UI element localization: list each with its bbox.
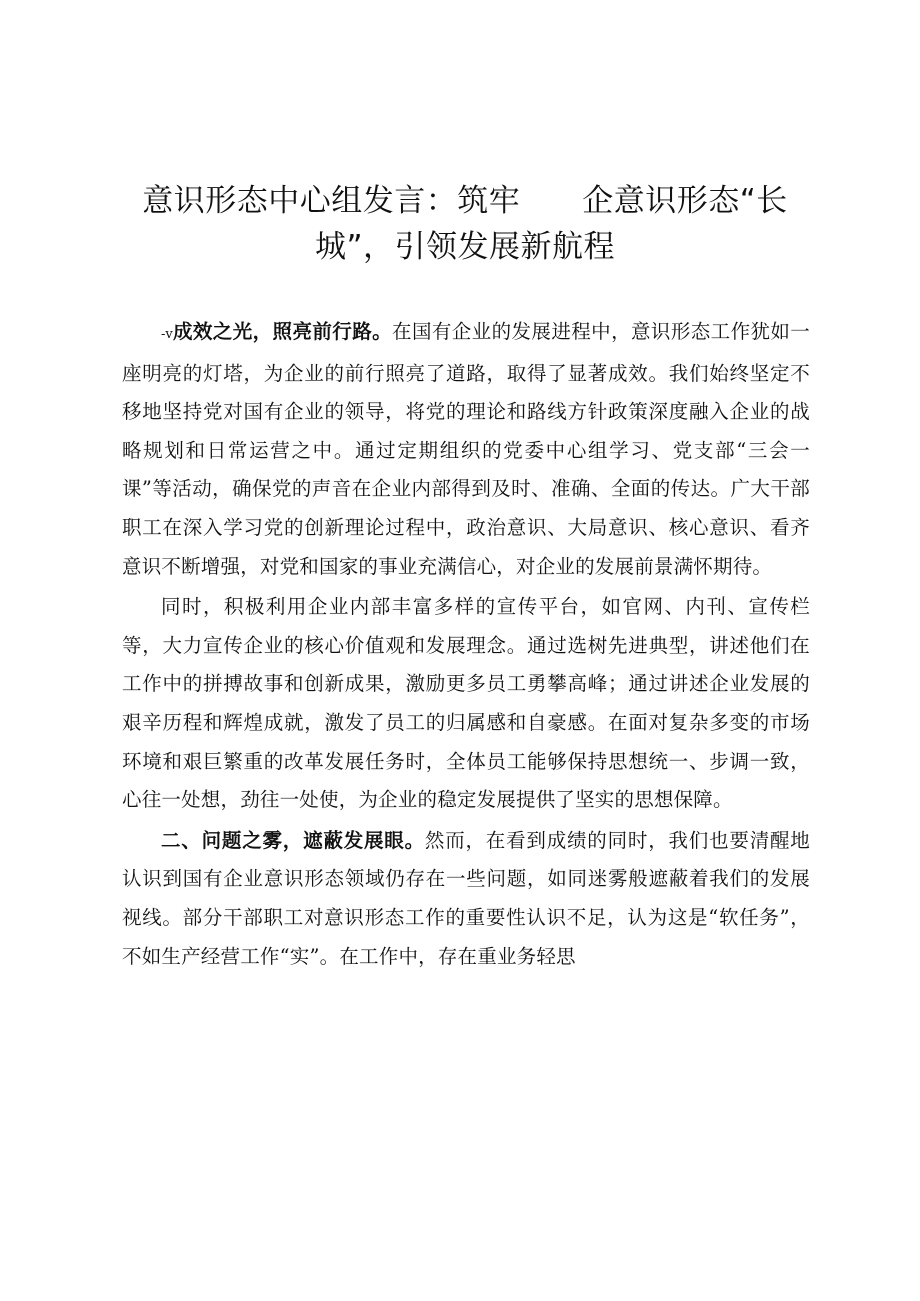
section-marker: -v bbox=[161, 327, 173, 342]
paragraph-2-text: 同时，积极利用企业内部丰富多样的宣传平台，如官网、内刊、宣传栏等，大力宣传企业的核心价值观和发展理念。通过选树先进典型，讲述他们在工作中的拼搏故事和创新成果，激励更多员工勇攀高峰；通过讲述企业发展的艰辛历程和辉煌成就，激发了员工的归属感和自豪感。在面对复杂多变的市场环境和艰巨繁重的改革发展任务时，全体员工能够保持思想统一、步调一致，心往一处想，劲往一处使，为企业的稳定发展提供了坚实的思想保障。 bbox=[122, 595, 810, 812]
title-part-2: 企意识形态“长 bbox=[582, 183, 788, 219]
title-line-2: 城”，引领发展新航程 bbox=[314, 229, 616, 265]
document-title bbox=[120, 178, 810, 270]
title-part-1: 意识形态中心组发言：筑牢 bbox=[142, 183, 521, 219]
title-line-1 bbox=[120, 178, 810, 224]
paragraph-1 bbox=[122, 313, 810, 586]
paragraph-3-text: 然而，在看到成绩的同时，我们也要清醒地认识到国有企业意识形态领域仍存在一些问题，如同迷雾般遮蔽着我们的发展视线。部分干部职工对意识形态工作的重要性认识不足，认为这是“软任务”，不如生产经营工作“实”。在工作中，存在重业务轻思 bbox=[122, 828, 810, 968]
paragraph-1-text: 在国有企业的发展进程中，意识形态工作犹如一座明亮的灯塔，为企业的前行照亮了道路，取得了显著成效。我们始终坚定不移地坚持党对国有企业的领导，将党的理论和路线方针政策深度融入企业的战略规划和日常运营之中。通过定期组织的党委中心组学习、党支部“三会一课”等活动，确保党的声音在企业内部得到及时、准确、全面的传达。广大干部职工在深入学习党的创新理论过程中，政治意识、大局意识、核心意识、看齐意识不断增强，对党和国家的事业充满信心，对企业的发展前景满怀期待。 bbox=[122, 320, 811, 578]
section-heading-1: 成效之光，照亮前行路。 bbox=[172, 320, 393, 343]
section-heading-2: 二、问题之雾，遮蔽发展眼。 bbox=[161, 828, 425, 852]
paragraph-3 bbox=[122, 822, 810, 976]
paragraph-2 bbox=[122, 588, 810, 820]
document-body bbox=[122, 313, 810, 976]
